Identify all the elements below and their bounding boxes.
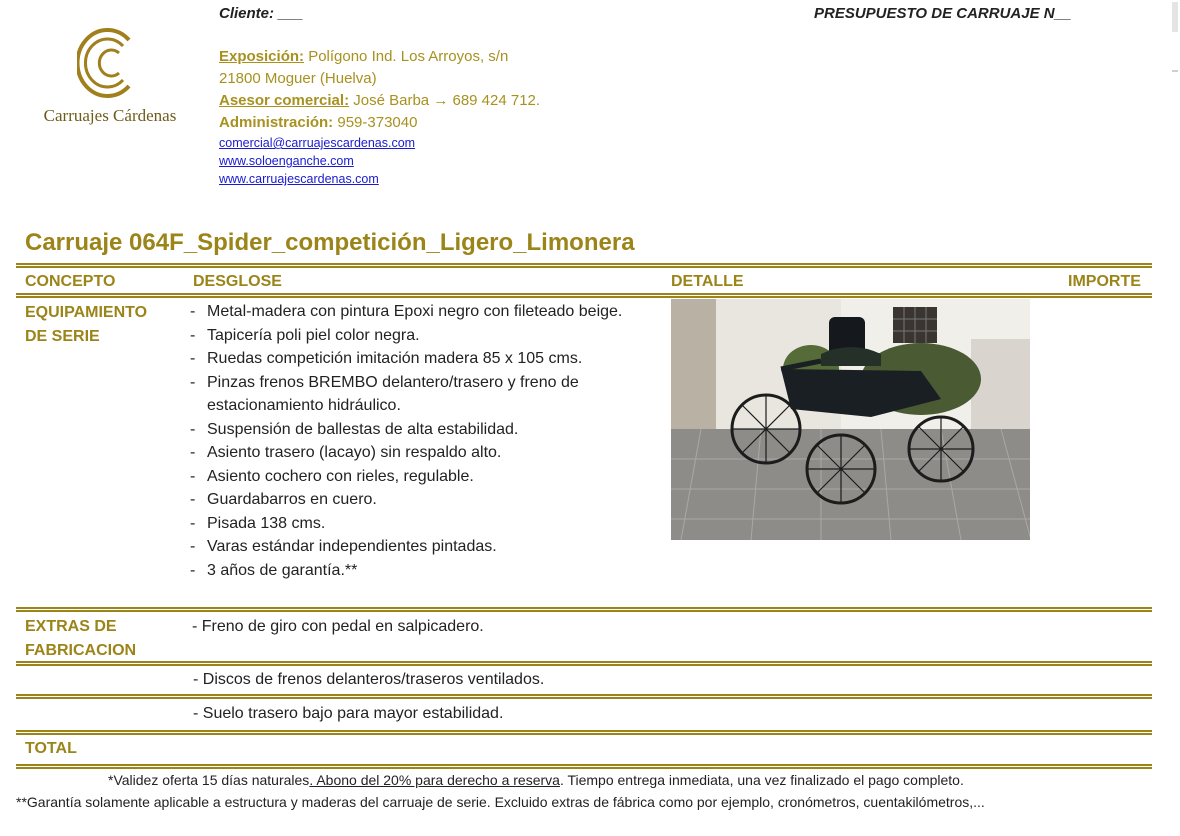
- header-detail: DETALLE: [671, 273, 744, 290]
- exhibition-label: Exposición:: [219, 48, 305, 65]
- advisor-name: José Barba: [353, 92, 430, 109]
- list-item: - Varas estándar independientes pintadas.: [188, 535, 658, 559]
- list-item: - Pinzas frenos BREMBO delantero/trasero y freno de estacionamiento hidráulico.: [188, 371, 658, 418]
- list-item: - Suspensión de ballestas de alta estabilidad.: [188, 418, 658, 442]
- concept-standard: [25, 301, 147, 349]
- logo-name: Carruajes Cárdenas: [43, 106, 177, 125]
- scrollbar[interactable]: [1170, 0, 1180, 80]
- footer-deposit: . Abono del 20% para derecho a reserva: [309, 772, 560, 788]
- standard-equipment-list: [188, 300, 658, 582]
- concept-standard-line2: DE SERIE: [25, 328, 100, 345]
- email-link[interactable]: comercial@carruajescardenas.com: [219, 136, 416, 150]
- header-concept: CONCEPTO: [25, 273, 116, 290]
- list-item: - Metal-madera con pintura Epoxi negro con fileteado beige.: [188, 300, 658, 324]
- logo-emblem-icon: [77, 26, 143, 100]
- extra-item: - Discos de frenos delanteros/traseros ventilados.: [193, 671, 545, 688]
- header-breakdown: DESGLOSE: [193, 273, 282, 290]
- concept-extras: [25, 615, 136, 663]
- footer-delivery: . Tiempo entrega inmediata, una vez finalizado el pago completo.: [559, 772, 964, 788]
- table-rule: [16, 293, 1152, 298]
- header-amount: IMPORTE: [1068, 273, 1141, 290]
- budget-number-label: PRESUPUESTO DE CARRUAJE N__: [814, 5, 1072, 22]
- contact-block: [219, 46, 540, 188]
- list-item: - Tapicería poli piel color negra.: [188, 324, 658, 348]
- list-item: - Asiento cochero con rieles, regulable.: [188, 465, 658, 489]
- admin-label: Administración:: [219, 114, 334, 131]
- footer-validity: *Validez oferta 15 días naturales: [108, 772, 310, 788]
- concept-extras-line2: FABRICACION: [25, 642, 137, 659]
- footer-validity-note: [108, 772, 964, 788]
- document-title: Carruaje 064F_Spider_competición_Ligero_Limonera: [25, 229, 635, 256]
- table-rule: [16, 661, 1152, 666]
- client-label: Cliente: ___: [219, 5, 304, 22]
- list-item: - Guardabarros en cuero.: [188, 488, 658, 512]
- list-item: - Asiento trasero (lacayo) sin respaldo alto.: [188, 441, 658, 465]
- list-item: - 3 años de garantía.**: [188, 559, 658, 583]
- carriage-photo: [671, 299, 1030, 540]
- arrow-right-icon: →: [433, 92, 449, 109]
- list-item: - Pisada 138 cms.: [188, 512, 658, 536]
- footer-warranty-note: **Garantía solamente aplicable a estructura y maderas del carruaje de serie. Excluido extras de fábrica como por ejemplo, cronómetros, cuentakilómetros,...: [16, 794, 985, 810]
- total-label: TOTAL: [25, 740, 77, 757]
- advisor-phone: 689 424 712.: [452, 92, 541, 109]
- table-rule: [16, 764, 1152, 769]
- extra-item: - Freno de giro con pedal en salpicadero.: [192, 618, 484, 635]
- company-logo: [30, 26, 190, 126]
- exhibition-address: Polígono Ind. Los Arroyos, s/n: [308, 48, 509, 65]
- website-link-soloenganche[interactable]: www.soloenganche.com: [219, 154, 354, 168]
- extra-item: - Suelo trasero bajo para mayor estabilidad.: [193, 705, 504, 722]
- table-rule: [16, 607, 1152, 612]
- table-rule: [16, 730, 1152, 735]
- table-rule: [16, 694, 1152, 699]
- concept-standard-line1: EQUIPAMIENTO: [25, 304, 148, 321]
- exhibition-city: 21800 Moguer (Huelva): [219, 70, 377, 87]
- website-link-carruajes[interactable]: www.carruajescardenas.com: [219, 172, 379, 186]
- table-rule: [16, 263, 1152, 268]
- list-item: - Ruedas competición imitación madera 85 x 105 cms.: [188, 347, 658, 371]
- admin-phone: 959-373040: [337, 114, 418, 131]
- advisor-label: Asesor comercial:: [219, 92, 350, 109]
- concept-extras-line1: EXTRAS DE: [25, 618, 117, 635]
